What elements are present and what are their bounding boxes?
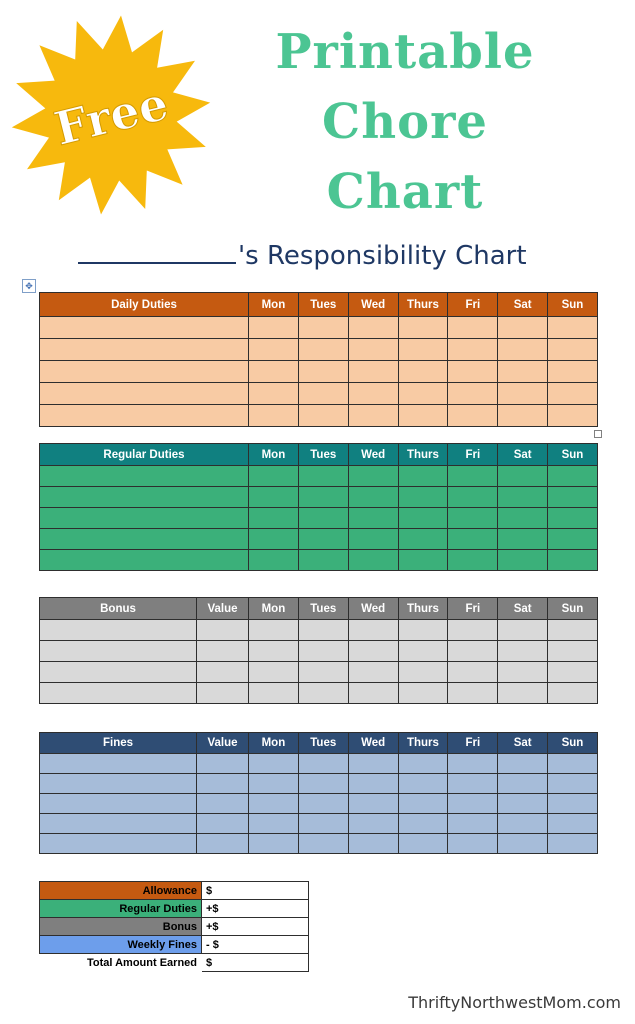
chore-row	[40, 466, 598, 487]
checkbox-cell[interactable]	[348, 317, 398, 339]
checkbox-cell[interactable]	[498, 834, 548, 854]
checkbox-cell[interactable]	[398, 683, 448, 704]
checkbox-cell[interactable]	[249, 466, 299, 487]
checkbox-cell[interactable]	[448, 641, 498, 662]
checkbox-cell[interactable]	[348, 774, 398, 794]
checkbox-cell[interactable]	[197, 683, 249, 704]
chore-name-cell[interactable]	[40, 794, 197, 814]
day-header: Fri	[448, 293, 498, 317]
checkbox-cell[interactable]	[249, 620, 299, 641]
checkbox-cell[interactable]	[498, 683, 548, 704]
chore-row	[40, 487, 598, 508]
chore-name-cell[interactable]	[40, 405, 249, 427]
checkbox-cell[interactable]	[498, 754, 548, 774]
day-header: Sat	[498, 444, 548, 466]
chore-name-cell[interactable]	[40, 317, 249, 339]
checkbox-cell[interactable]	[298, 662, 348, 683]
checkbox-cell[interactable]	[548, 834, 598, 854]
checkbox-cell[interactable]	[249, 834, 299, 854]
section-header: Fines	[40, 733, 197, 754]
chore-name-cell[interactable]	[40, 487, 249, 508]
checkbox-cell[interactable]	[298, 405, 348, 427]
checkbox-cell[interactable]	[548, 508, 598, 529]
checkbox-cell[interactable]	[298, 774, 348, 794]
checkbox-cell[interactable]	[498, 620, 548, 641]
checkbox-cell[interactable]	[249, 683, 299, 704]
chore-name-cell[interactable]	[40, 641, 197, 662]
day-header: Wed	[348, 733, 398, 754]
checkbox-cell[interactable]	[298, 487, 348, 508]
checkbox-cell[interactable]	[348, 383, 398, 405]
checkbox-cell[interactable]	[548, 550, 598, 571]
chore-name-cell[interactable]	[40, 529, 249, 550]
summary-row-bonus	[40, 918, 309, 936]
checkbox-cell[interactable]	[298, 529, 348, 550]
checkbox-cell[interactable]	[298, 834, 348, 854]
checkbox-cell[interactable]	[398, 466, 448, 487]
section-header: Regular Duties	[40, 444, 249, 466]
checkbox-cell[interactable]	[398, 508, 448, 529]
checkbox-cell[interactable]	[249, 754, 299, 774]
checkbox-cell[interactable]	[398, 339, 448, 361]
chore-name-cell[interactable]	[40, 834, 197, 854]
checkbox-cell[interactable]	[498, 529, 548, 550]
chore-row	[40, 339, 598, 361]
checkbox-cell[interactable]	[298, 317, 348, 339]
checkbox-cell[interactable]	[498, 794, 548, 814]
day-header: Tues	[298, 733, 348, 754]
checkbox-cell[interactable]	[348, 487, 398, 508]
footer-site-name: ThriftyNorthwestMom.com	[408, 993, 621, 1012]
day-header: Sat	[498, 598, 548, 620]
chore-row	[40, 774, 598, 794]
title-line-3: Chart	[326, 164, 484, 220]
summary-label: Total Amount Earned	[40, 954, 202, 972]
summary-value: $	[202, 954, 309, 972]
checkbox-cell[interactable]	[398, 620, 448, 641]
checkbox-cell[interactable]	[348, 641, 398, 662]
chore-name-cell[interactable]	[40, 814, 197, 834]
checkbox-cell[interactable]	[398, 794, 448, 814]
checkbox-cell[interactable]	[448, 405, 498, 427]
checkbox-cell[interactable]	[448, 508, 498, 529]
day-header: Tues	[298, 444, 348, 466]
checkbox-cell[interactable]	[197, 834, 249, 854]
chore-name-cell[interactable]	[40, 508, 249, 529]
chore-name-cell[interactable]	[40, 383, 249, 405]
summary-label: Weekly Fines	[40, 936, 202, 954]
chore-row	[40, 529, 598, 550]
checkbox-cell[interactable]	[249, 814, 299, 834]
chore-row	[40, 383, 598, 405]
regular-duties-table	[39, 443, 598, 571]
chore-row	[40, 317, 598, 339]
checkbox-cell[interactable]	[548, 662, 598, 683]
day-header: Sun	[548, 598, 598, 620]
checkbox-cell[interactable]	[249, 361, 299, 383]
checkbox-cell[interactable]	[548, 794, 598, 814]
bonus-table	[39, 597, 598, 704]
checkbox-cell[interactable]	[548, 466, 598, 487]
checkbox-cell[interactable]	[249, 508, 299, 529]
summary-row-total	[40, 954, 309, 972]
chore-name-cell[interactable]	[40, 662, 197, 683]
checkbox-cell[interactable]	[448, 620, 498, 641]
checkbox-cell[interactable]	[298, 466, 348, 487]
section-header: Bonus	[40, 598, 197, 620]
badge-text: Free	[49, 75, 174, 157]
checkbox-cell[interactable]	[548, 383, 598, 405]
checkbox-cell[interactable]	[249, 641, 299, 662]
checkbox-cell[interactable]	[548, 814, 598, 834]
daily-duties-table	[39, 292, 598, 427]
summary-value: $	[202, 882, 309, 900]
chore-row	[40, 683, 598, 704]
checkbox-cell[interactable]	[398, 383, 448, 405]
checkbox-cell[interactable]	[398, 405, 448, 427]
chore-name-cell[interactable]	[40, 683, 197, 704]
checkbox-cell[interactable]	[249, 794, 299, 814]
checkbox-cell[interactable]	[498, 317, 548, 339]
checkbox-cell[interactable]	[348, 529, 398, 550]
day-header: Wed	[348, 444, 398, 466]
chore-row	[40, 662, 598, 683]
checkbox-cell[interactable]	[298, 794, 348, 814]
checkbox-cell[interactable]	[398, 774, 448, 794]
day-header: Mon	[249, 598, 299, 620]
checkbox-cell[interactable]	[348, 361, 398, 383]
chore-name-cell[interactable]	[40, 774, 197, 794]
checkbox-cell[interactable]	[498, 361, 548, 383]
checkbox-cell[interactable]	[548, 361, 598, 383]
value-header: Value	[197, 598, 249, 620]
checkbox-cell[interactable]	[298, 814, 348, 834]
checkbox-cell[interactable]	[348, 466, 398, 487]
earnings-summary-table	[39, 881, 309, 972]
checkbox-cell[interactable]	[398, 550, 448, 571]
chore-name-cell[interactable]	[40, 754, 197, 774]
chore-name-cell[interactable]	[40, 620, 197, 641]
day-header: Fri	[448, 733, 498, 754]
checkbox-cell[interactable]	[448, 466, 498, 487]
checkbox-cell[interactable]	[448, 339, 498, 361]
day-header: Thurs	[398, 444, 448, 466]
checkbox-cell[interactable]	[348, 834, 398, 854]
checkbox-cell[interactable]	[398, 814, 448, 834]
fines-table	[39, 732, 598, 854]
checkbox-cell[interactable]	[498, 641, 548, 662]
day-header: Sat	[498, 733, 548, 754]
checkbox-cell[interactable]	[197, 794, 249, 814]
checkbox-cell[interactable]	[498, 383, 548, 405]
checkbox-cell[interactable]	[249, 317, 299, 339]
summary-value: +$	[202, 900, 309, 918]
checkbox-cell[interactable]	[249, 339, 299, 361]
day-header: Sun	[548, 733, 598, 754]
heading-text: 's Responsibility Chart	[238, 241, 527, 271]
checkbox-cell[interactable]	[548, 487, 598, 508]
checkbox-cell[interactable]	[548, 529, 598, 550]
checkbox-cell[interactable]	[298, 383, 348, 405]
checkbox-cell[interactable]	[197, 662, 249, 683]
checkbox-cell[interactable]	[448, 550, 498, 571]
checkbox-cell[interactable]	[298, 339, 348, 361]
summary-value: +$	[202, 918, 309, 936]
checkbox-cell[interactable]	[348, 683, 398, 704]
checkbox-cell[interactable]	[197, 754, 249, 774]
day-header: Thurs	[398, 293, 448, 317]
checkbox-cell[interactable]	[398, 487, 448, 508]
checkbox-cell[interactable]	[298, 361, 348, 383]
checkbox-cell[interactable]	[249, 487, 299, 508]
checkbox-cell[interactable]	[348, 814, 398, 834]
checkbox-cell[interactable]	[348, 662, 398, 683]
checkbox-cell[interactable]	[298, 550, 348, 571]
summary-label: Regular Duties	[40, 900, 202, 918]
checkbox-cell[interactable]	[348, 508, 398, 529]
checkbox-cell[interactable]	[448, 754, 498, 774]
checkbox-cell[interactable]	[448, 361, 498, 383]
checkbox-cell[interactable]	[249, 529, 299, 550]
name-blank-line	[78, 240, 236, 264]
checkbox-cell[interactable]	[249, 774, 299, 794]
checkbox-cell[interactable]	[249, 550, 299, 571]
checkbox-cell[interactable]	[448, 662, 498, 683]
chore-row	[40, 405, 598, 427]
day-header: Tues	[298, 293, 348, 317]
chore-row	[40, 794, 598, 814]
checkbox-cell[interactable]	[298, 683, 348, 704]
checkbox-cell[interactable]	[448, 774, 498, 794]
checkbox-cell[interactable]	[548, 339, 598, 361]
checkbox-cell[interactable]	[298, 754, 348, 774]
checkbox-cell[interactable]	[448, 814, 498, 834]
checkbox-cell[interactable]	[498, 405, 548, 427]
summary-label: Bonus	[40, 918, 202, 936]
checkbox-cell[interactable]	[298, 508, 348, 529]
checkbox-cell[interactable]	[448, 487, 498, 508]
checkbox-cell[interactable]	[197, 814, 249, 834]
chore-row	[40, 641, 598, 662]
checkbox-cell[interactable]	[448, 383, 498, 405]
checkbox-cell[interactable]	[498, 550, 548, 571]
title-line-1: Printable	[275, 24, 535, 80]
checkbox-cell[interactable]	[548, 620, 598, 641]
summary-row-regular-duties	[40, 900, 309, 918]
checkbox-cell[interactable]	[398, 834, 448, 854]
checkbox-cell[interactable]	[548, 641, 598, 662]
day-header: Sun	[548, 293, 598, 317]
checkbox-cell[interactable]	[498, 814, 548, 834]
chore-row	[40, 834, 598, 854]
checkbox-cell[interactable]	[197, 774, 249, 794]
chore-name-cell[interactable]	[40, 361, 249, 383]
checkbox-cell[interactable]	[197, 641, 249, 662]
checkbox-cell[interactable]	[398, 361, 448, 383]
chore-name-cell[interactable]	[40, 466, 249, 487]
chore-name-cell[interactable]	[40, 550, 249, 571]
day-header: Thurs	[398, 598, 448, 620]
checkbox-cell[interactable]	[348, 339, 398, 361]
chore-name-cell[interactable]	[40, 339, 249, 361]
checkbox-cell[interactable]	[448, 317, 498, 339]
chore-row	[40, 550, 598, 571]
day-header: Mon	[249, 733, 299, 754]
checkbox-cell[interactable]	[548, 683, 598, 704]
checkbox-cell[interactable]	[249, 662, 299, 683]
checkbox-cell[interactable]	[398, 529, 448, 550]
checkbox-cell[interactable]	[498, 662, 548, 683]
checkbox-cell[interactable]	[398, 641, 448, 662]
checkbox-cell[interactable]	[348, 405, 398, 427]
checkbox-cell[interactable]	[498, 508, 548, 529]
summary-value: - $	[202, 936, 309, 954]
checkbox-cell[interactable]	[348, 794, 398, 814]
checkbox-cell[interactable]	[448, 529, 498, 550]
checkbox-cell[interactable]	[348, 620, 398, 641]
chore-row	[40, 620, 598, 641]
checkbox-cell[interactable]	[348, 550, 398, 571]
checkbox-cell[interactable]	[498, 487, 548, 508]
checkbox-cell[interactable]	[348, 754, 398, 774]
summary-row-allowance	[40, 882, 309, 900]
checkbox-cell[interactable]	[498, 774, 548, 794]
checkbox-cell[interactable]	[498, 339, 548, 361]
checkbox-cell[interactable]	[298, 620, 348, 641]
checkbox-cell[interactable]	[448, 683, 498, 704]
chart-heading	[78, 240, 527, 271]
day-header: Wed	[348, 293, 398, 317]
checkbox-cell[interactable]	[548, 774, 598, 794]
checkbox-cell[interactable]	[398, 317, 448, 339]
checkbox-cell[interactable]	[548, 754, 598, 774]
day-header: Mon	[249, 444, 299, 466]
checkbox-cell[interactable]	[548, 405, 598, 427]
chore-row	[40, 754, 598, 774]
checkbox-cell[interactable]	[398, 754, 448, 774]
checkbox-cell[interactable]	[298, 641, 348, 662]
day-header: Wed	[348, 598, 398, 620]
summary-row-weekly-fines	[40, 936, 309, 954]
checkbox-cell[interactable]	[448, 834, 498, 854]
table-resize-handle[interactable]	[594, 430, 602, 438]
checkbox-cell[interactable]	[249, 383, 299, 405]
table-move-handle-icon[interactable]: ✥	[22, 279, 36, 293]
checkbox-cell[interactable]	[249, 405, 299, 427]
title-line-2: Chore	[322, 94, 488, 150]
summary-label: Allowance	[40, 882, 202, 900]
day-header: Sat	[498, 293, 548, 317]
day-header: Sun	[548, 444, 598, 466]
checkbox-cell[interactable]	[448, 794, 498, 814]
checkbox-cell[interactable]	[398, 662, 448, 683]
day-header: Fri	[448, 598, 498, 620]
free-starburst-badge	[8, 12, 214, 218]
chore-row	[40, 508, 598, 529]
day-header: Tues	[298, 598, 348, 620]
day-header: Fri	[448, 444, 498, 466]
checkbox-cell[interactable]	[548, 317, 598, 339]
section-header: Daily Duties	[40, 293, 249, 317]
chore-row	[40, 814, 598, 834]
checkbox-cell[interactable]	[498, 466, 548, 487]
day-header: Thurs	[398, 733, 448, 754]
checkbox-cell[interactable]	[197, 620, 249, 641]
value-header: Value	[197, 733, 249, 754]
chore-row	[40, 361, 598, 383]
day-header: Mon	[249, 293, 299, 317]
